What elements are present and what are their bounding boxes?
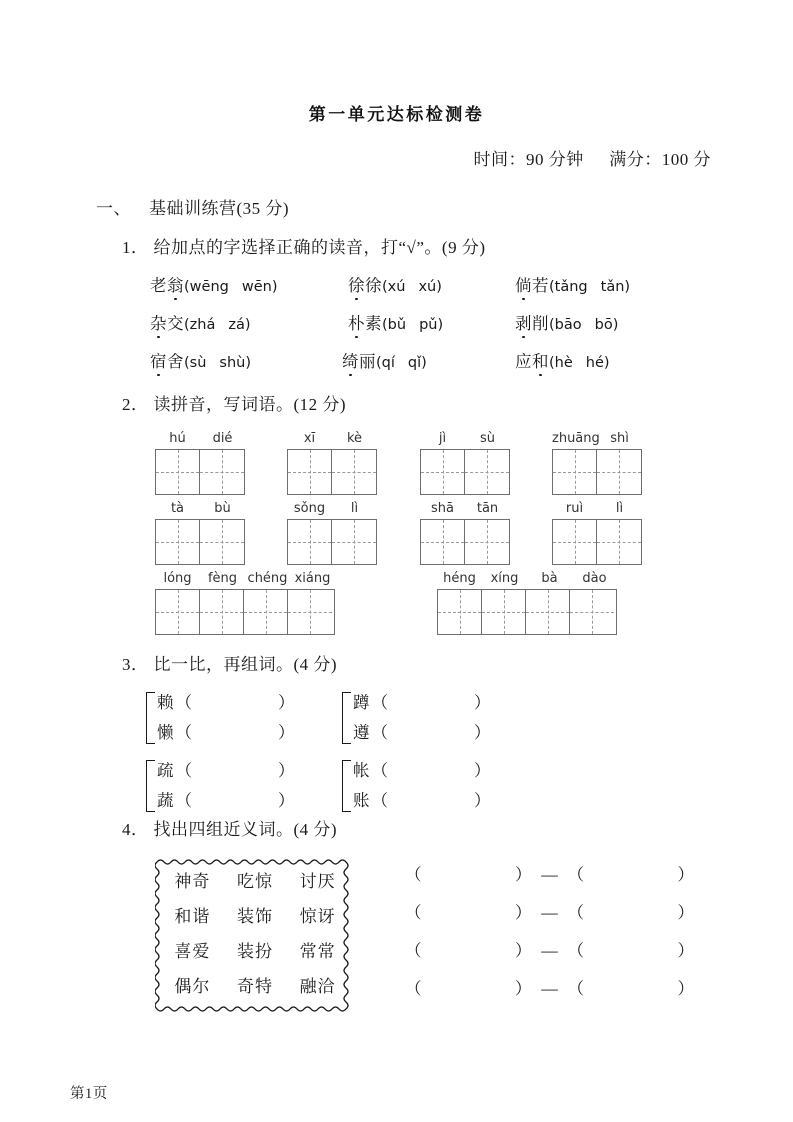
q3-pair-1-char-bottom: 懒 xyxy=(157,723,174,742)
q1-item-5-word-post: 素 xyxy=(365,314,382,333)
q4-answer-row[interactable] xyxy=(405,970,694,1008)
q2-grid-2[interactable] xyxy=(287,430,377,495)
q2-grid-8-cells[interactable] xyxy=(552,519,642,565)
q1-item-2-word-dotted: 徐 xyxy=(348,272,365,296)
q2-grid-7-pinyin xyxy=(420,500,510,518)
q3-pair-4-bottom[interactable] xyxy=(353,788,491,814)
question-1-number: 1． xyxy=(122,238,149,257)
q2-grid-10-syllable-3: bà xyxy=(541,571,558,586)
paren-open: （ xyxy=(371,761,388,780)
q2-grid-2-syllable-2: kè xyxy=(346,431,363,446)
q2-grid-3[interactable] xyxy=(420,430,510,495)
writing-cell[interactable] xyxy=(288,520,332,564)
q3-pair-3-bottom[interactable] xyxy=(157,788,295,814)
paren-close: ） xyxy=(515,865,532,884)
writing-cell[interactable] xyxy=(526,590,570,634)
q3-pair-4-top[interactable] xyxy=(353,758,491,784)
total-score-label: 满分：100 分 xyxy=(609,150,711,169)
q1-item-6-option-a[interactable]: bāo xyxy=(554,317,582,333)
page-title: 第一单元达标检测卷 xyxy=(308,105,485,125)
q4-word[interactable]: 装饰 xyxy=(236,907,273,926)
question-1-heading xyxy=(122,233,486,258)
q2-grid-9[interactable] xyxy=(155,570,335,635)
q3-pair-1 xyxy=(146,690,295,746)
time-label: 时间：90 分钟 xyxy=(473,150,584,169)
q1-item-8[interactable]: 绮丽(qí qǐ) xyxy=(342,348,427,372)
paren-open: （ xyxy=(175,761,192,780)
q3-pair-4 xyxy=(342,758,491,814)
q2-grid-10-cells[interactable] xyxy=(437,589,617,635)
writing-cell[interactable] xyxy=(597,450,641,494)
q1-item-4-option-b[interactable]: zá xyxy=(228,317,245,333)
q1-item-3-word-post: 若 xyxy=(532,276,549,295)
q1-item-5-option-b[interactable]: pǔ xyxy=(419,317,438,333)
q2-grid-10-syllable-1: héng xyxy=(443,571,476,586)
q2-grid-6-syllable-2: lì xyxy=(350,501,359,516)
q4-word-bank-grid xyxy=(168,867,342,997)
paren-open: （ xyxy=(567,903,584,922)
q1-item-6-option-b[interactable]: bō xyxy=(594,317,613,333)
q2-grid-4-pinyin xyxy=(552,430,642,448)
q1-item-1-option-a[interactable]: wēng xyxy=(189,279,229,295)
q4-word[interactable]: 神奇 xyxy=(174,872,211,891)
paren-close: ） xyxy=(278,693,295,712)
writing-cell[interactable] xyxy=(465,450,509,494)
q2-grid-9-cells[interactable] xyxy=(155,589,335,635)
q1-item-9-option-b[interactable]: hé xyxy=(585,355,604,371)
q1-item-6[interactable]: 剥削(bāo bō) xyxy=(515,310,618,334)
q3-pair-3-char-bottom: 蔬 xyxy=(157,791,174,810)
paren-open: （ xyxy=(371,791,388,810)
q2-grid-7-syllable-2: tān xyxy=(476,501,499,516)
writing-cell[interactable] xyxy=(570,590,614,634)
writing-cell[interactable] xyxy=(288,590,332,634)
writing-cell[interactable] xyxy=(465,520,509,564)
paren-close: ） xyxy=(474,723,491,742)
left-brace-icon xyxy=(342,760,351,812)
q1-item-5[interactable]: 朴素(bǔ pǔ) xyxy=(348,310,443,334)
q1-item-7-word-post: 舍 xyxy=(167,352,184,371)
q2-grid-9-pinyin xyxy=(155,570,335,588)
q4-answer-list xyxy=(405,856,694,1008)
paren-open: （ xyxy=(405,865,422,884)
q3-pair-2-char-bottom: 遵 xyxy=(353,723,370,742)
left-brace-icon xyxy=(146,692,155,744)
q2-grid-1-cells[interactable] xyxy=(155,449,245,495)
q1-item-1[interactable]: 老翁(wēng wēn) xyxy=(150,272,278,296)
q1-item-4-word-post: 交 xyxy=(167,314,184,333)
q1-item-4-option-a[interactable]: zhá xyxy=(189,317,216,333)
q1-item-1-word-pre: 老 xyxy=(150,276,167,295)
pair-dash: — xyxy=(541,979,558,998)
paren-close: ） xyxy=(474,693,491,712)
q3-pair-1-bottom[interactable] xyxy=(157,720,295,746)
q2-grid-4-syllable-1: zhuāng xyxy=(552,431,600,446)
q2-grid-9-syllable-4: xiáng xyxy=(294,571,331,586)
paren-open: （ xyxy=(371,723,388,742)
paren-close: ） xyxy=(677,903,694,922)
writing-cell[interactable] xyxy=(244,590,288,634)
paren-close: ） xyxy=(474,761,491,780)
q2-grid-3-syllable-1: jì xyxy=(438,431,447,446)
left-brace-icon xyxy=(146,760,155,812)
q4-answer-right xyxy=(568,970,678,1008)
paren-open: （ xyxy=(567,979,584,998)
q2-grid-8[interactable] xyxy=(552,500,642,565)
writing-cell[interactable] xyxy=(200,450,244,494)
q1-item-7-word-dotted: 宿 xyxy=(150,348,167,372)
q4-word[interactable]: 融洽 xyxy=(299,977,336,996)
q1-item-9-word-pre: 应 xyxy=(515,352,532,371)
exam-meta xyxy=(0,145,793,170)
paren-close: ） xyxy=(515,979,532,998)
writing-cell[interactable] xyxy=(156,590,200,634)
section-title: 基础训练营(35 分) xyxy=(149,199,290,218)
q2-grid-2-syllable-1: xī xyxy=(303,431,316,446)
q3-pair-2 xyxy=(342,690,491,746)
q4-answer-right xyxy=(568,856,678,894)
q4-answer-row[interactable] xyxy=(405,932,694,970)
paren-open: （ xyxy=(405,979,422,998)
q1-item-1-word-dotted: 翁 xyxy=(167,272,184,296)
q2-grid-3-cells[interactable] xyxy=(420,449,510,495)
q2-grid-9-syllable-2: fèng xyxy=(207,571,238,586)
q1-item-8-word-post: 丽 xyxy=(359,352,376,371)
q1-item-2-option-b[interactable]: xú xyxy=(418,279,437,295)
q2-grid-6[interactable] xyxy=(287,500,377,565)
q2-grid-5-syllable-1: tà xyxy=(170,501,185,516)
q1-item-3-word-dotted: 倘 xyxy=(515,272,532,296)
paren-close: ） xyxy=(278,761,295,780)
q4-word[interactable]: 装扮 xyxy=(236,942,273,961)
q4-answer-left xyxy=(405,856,515,894)
q3-pair-4-char-bottom: 账 xyxy=(353,791,370,810)
q2-grid-3-pinyin xyxy=(420,430,510,448)
q1-item-6-word-dotted: 剥 xyxy=(515,310,532,334)
q4-word-bank xyxy=(155,858,355,1013)
q4-answer-row[interactable] xyxy=(405,856,694,894)
q4-answer-left xyxy=(405,932,515,970)
question-3-number: 3． xyxy=(122,655,149,674)
q4-word[interactable]: 常常 xyxy=(299,942,336,961)
q4-word[interactable]: 讨厌 xyxy=(299,872,336,891)
paren-open: （ xyxy=(175,693,192,712)
writing-cell[interactable] xyxy=(597,520,641,564)
writing-cell[interactable] xyxy=(332,520,376,564)
question-4-prompt: 找出四组近义词。(4 分) xyxy=(153,820,338,839)
pair-dash: — xyxy=(541,941,558,960)
writing-cell[interactable] xyxy=(482,590,526,634)
q1-item-3-option-a[interactable]: tǎng xyxy=(554,279,588,295)
paren-open: （ xyxy=(405,903,422,922)
q2-grid-10-pinyin xyxy=(437,570,617,588)
question-4-number: 4． xyxy=(122,820,149,839)
question-2-heading xyxy=(122,390,346,415)
q2-grid-10[interactable] xyxy=(437,570,617,635)
q2-grid-6-syllable-1: sǒng xyxy=(293,501,326,516)
q3-pair-2-top[interactable] xyxy=(353,690,491,716)
q1-item-1-option-b[interactable]: wēn xyxy=(241,279,272,295)
q2-grid-6-cells[interactable] xyxy=(287,519,377,565)
q2-grid-10-syllable-2: xíng xyxy=(490,571,519,586)
q2-grid-10-syllable-4: dào xyxy=(582,571,607,586)
paren-close: ） xyxy=(278,723,295,742)
paren-close: ） xyxy=(677,979,694,998)
q1-item-3[interactable]: 倘若(tǎng tǎn) xyxy=(515,272,630,296)
q2-grid-1[interactable] xyxy=(155,430,245,495)
q2-grid-1-pinyin xyxy=(155,430,245,448)
writing-cell[interactable] xyxy=(156,520,200,564)
q4-word[interactable]: 偶尔 xyxy=(174,977,211,996)
q1-item-9[interactable]: 应和(hè hé) xyxy=(515,348,610,372)
q2-grid-5-pinyin xyxy=(155,500,245,518)
q2-grid-7[interactable] xyxy=(420,500,510,565)
writing-cell[interactable] xyxy=(553,520,597,564)
q2-grid-3-syllable-2: sù xyxy=(479,431,495,446)
q1-item-5-option-a[interactable]: bǔ xyxy=(387,317,407,333)
q1-item-8-word-dotted: 绮 xyxy=(342,348,359,372)
question-2-prompt: 读拼音，写词语。(12 分) xyxy=(153,395,347,414)
q2-grid-9-syllable-1: lóng xyxy=(163,571,192,586)
paren-open: （ xyxy=(175,791,192,810)
paren-close: ） xyxy=(278,791,295,810)
q1-item-3-option-b[interactable]: tǎn xyxy=(600,279,625,295)
q1-item-8-option-a[interactable]: qí xyxy=(381,355,395,371)
q1-item-4-word-dotted: 杂 xyxy=(150,310,167,334)
q2-grid-7-syllable-1: shā xyxy=(431,501,454,516)
q4-word[interactable]: 吃惊 xyxy=(236,872,273,891)
paren-open: （ xyxy=(175,723,192,742)
q4-word[interactable]: 奇特 xyxy=(236,977,273,996)
writing-cell[interactable] xyxy=(332,450,376,494)
q4-word[interactable]: 喜爱 xyxy=(174,942,211,961)
writing-cell[interactable] xyxy=(438,590,482,634)
q1-item-4[interactable]: 杂交(zhá zá) xyxy=(150,310,251,334)
pair-dash: — xyxy=(541,903,558,922)
q2-grid-8-pinyin xyxy=(552,500,642,518)
q4-answer-right xyxy=(568,894,678,932)
q1-item-7[interactable]: 宿舍(sù shù) xyxy=(150,348,251,372)
page-number-footer: 第1页 xyxy=(70,1086,108,1102)
q2-grid-8-syllable-1: ruì xyxy=(565,501,584,516)
q3-pair-4-char-top: 帐 xyxy=(353,761,370,780)
q4-answer-left xyxy=(405,894,515,932)
q2-grid-5-cells[interactable] xyxy=(155,519,245,565)
writing-cell[interactable] xyxy=(421,520,465,564)
paren-open: （ xyxy=(371,693,388,712)
q1-item-9-word-dotted: 和 xyxy=(532,348,549,372)
paren-close: ） xyxy=(515,941,532,960)
q1-item-5-word-dotted: 朴 xyxy=(348,310,365,334)
q4-answer-row[interactable] xyxy=(405,894,694,932)
section-number: 一、 xyxy=(96,199,131,218)
q3-pair-3 xyxy=(146,758,295,814)
q2-grid-8-syllable-2: lì xyxy=(615,501,624,516)
question-2-number: 2． xyxy=(122,395,149,414)
q1-item-9-option-a[interactable]: hè xyxy=(554,355,573,371)
q2-grid-2-cells[interactable] xyxy=(287,449,377,495)
q1-item-2[interactable]: 徐徐(xú xú) xyxy=(348,272,442,296)
left-brace-icon xyxy=(342,692,351,744)
writing-cell[interactable] xyxy=(200,520,244,564)
q2-grid-4-cells[interactable] xyxy=(552,449,642,495)
paren-open: （ xyxy=(567,865,584,884)
q3-pair-2-bottom[interactable] xyxy=(353,720,491,746)
q3-pair-3-top[interactable] xyxy=(157,758,295,784)
q2-grid-4-syllable-2: shì xyxy=(610,431,629,446)
q2-grid-6-pinyin xyxy=(287,500,377,518)
writing-cell[interactable] xyxy=(288,450,332,494)
writing-cell[interactable] xyxy=(553,450,597,494)
writing-cell[interactable] xyxy=(421,450,465,494)
q3-pair-2-char-top: 蹲 xyxy=(353,693,370,712)
writing-cell[interactable] xyxy=(156,450,200,494)
paren-open: （ xyxy=(405,941,422,960)
q2-grid-9-syllable-3: chéng xyxy=(247,571,288,586)
writing-cell[interactable] xyxy=(200,590,244,634)
paren-close: ） xyxy=(677,941,694,960)
paren-close: ） xyxy=(474,791,491,810)
q2-grid-7-cells[interactable] xyxy=(420,519,510,565)
q3-pair-1-char-top: 赖 xyxy=(157,693,174,712)
question-1-prompt: 给加点的字选择正确的读音，打“√”。(9 分) xyxy=(153,238,486,257)
question-3-heading xyxy=(122,650,337,675)
q4-word[interactable]: 和谐 xyxy=(174,907,211,926)
q1-item-2-word-post: 徐 xyxy=(365,276,382,295)
q1-item-8-option-b[interactable]: qǐ xyxy=(407,355,422,371)
question-4-heading xyxy=(122,815,337,840)
q2-grid-5-syllable-2: bù xyxy=(214,501,231,516)
q3-pair-3-char-top: 疏 xyxy=(157,761,174,780)
q4-answer-left xyxy=(405,970,515,1008)
pair-dash: — xyxy=(541,865,558,884)
q1-item-6-word-post: 削 xyxy=(532,314,549,333)
section-heading-one xyxy=(96,194,289,219)
question-3-prompt: 比一比，再组词。(4 分) xyxy=(153,655,338,674)
q2-grid-1-syllable-2: dié xyxy=(212,431,233,446)
q1-item-2-option-a[interactable]: xú xyxy=(387,279,406,295)
paren-open: （ xyxy=(567,941,584,960)
q2-grid-5[interactable] xyxy=(155,500,245,565)
paren-close: ） xyxy=(677,865,694,884)
q4-word[interactable]: 惊讶 xyxy=(299,907,336,926)
q1-item-7-option-b[interactable]: shù xyxy=(219,355,246,371)
q2-grid-2-pinyin xyxy=(287,430,377,448)
q1-item-7-option-a[interactable]: sù xyxy=(189,355,207,371)
q2-grid-1-syllable-1: hú xyxy=(169,431,186,446)
q4-answer-right xyxy=(568,932,678,970)
q3-pair-1-top[interactable] xyxy=(157,690,295,716)
paren-close: ） xyxy=(515,903,532,922)
q2-grid-4[interactable] xyxy=(552,430,642,495)
